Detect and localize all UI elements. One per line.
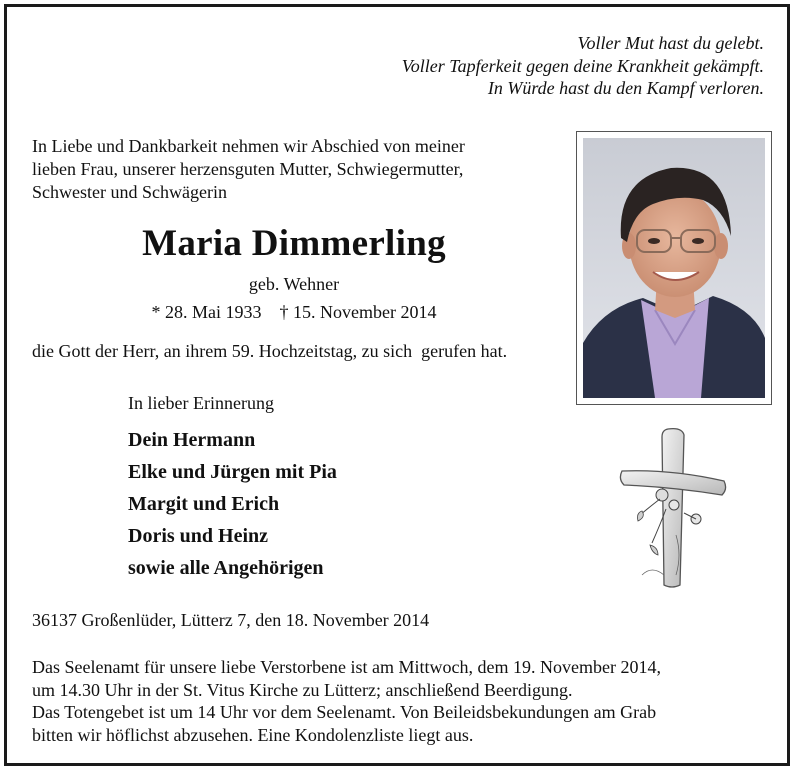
poem-line: Voller Mut hast du gelebt. [577,33,764,53]
farewell-intro [32,135,465,204]
mourner-name: sowie alle Angehörigen [128,557,324,579]
poem-line: Voller Tapferkeit gegen deine Krankheit gekämpft. [401,55,764,76]
portrait-frame [576,131,772,405]
place-and-date: 36137 Großenlüder, Lütterz 7, den 18. November 2014 [32,610,430,630]
called-home-text: die Gott der Herr, an ihrem 59. Hochzeitstag, zu sich gerufen hat. [32,341,508,361]
intro-line: Schwester und Schwägerin [32,182,227,202]
intro-line: lieben Frau, unserer herzensguten Mutter, Schwiegermutter, [32,159,464,179]
notice-line: um 14.30 Uhr in der St. Vitus Kirche zu Lütterz; anschließend Beerdigung. [32,679,573,700]
notice-line: Das Seelenamt für unsere liebe Verstorbene ist am Mittwoch, dem 19. November 2014, [32,657,662,677]
memory-label: In lieber Erinnerung [128,393,274,413]
intro-line: In Liebe und Dankbarkeit nehmen wir Abschied von meiner [32,136,465,156]
mourner-name: Doris und Heinz [128,525,269,547]
mourner-name: Margit und Erich [128,493,280,515]
deceased-name: Maria Dimmerling [142,223,446,264]
mourner-name: Dein Hermann [128,429,256,451]
mourners-list [128,424,337,584]
notice-line: Das Totengebet ist um 14 Uhr vor dem Seelenamt. Von Beileidsbekundungen am Grab [32,702,657,722]
birth-name: geb. Wehner [248,274,340,294]
mourner-name: Elke und Jürgen mit Pia [128,461,337,483]
poem-line: In Würde hast du den Kampf verloren. [487,78,764,98]
life-dates: * 28. Mai 1933 † 15. November 2014 [151,302,437,322]
portrait-photo [583,138,765,398]
poem-verse [402,32,764,100]
cross-icon [612,425,732,590]
notice-line: bitten wir höflichst abzusehen. Eine Kondolenzliste liegt aus. [32,724,474,745]
funeral-notice [32,656,661,746]
